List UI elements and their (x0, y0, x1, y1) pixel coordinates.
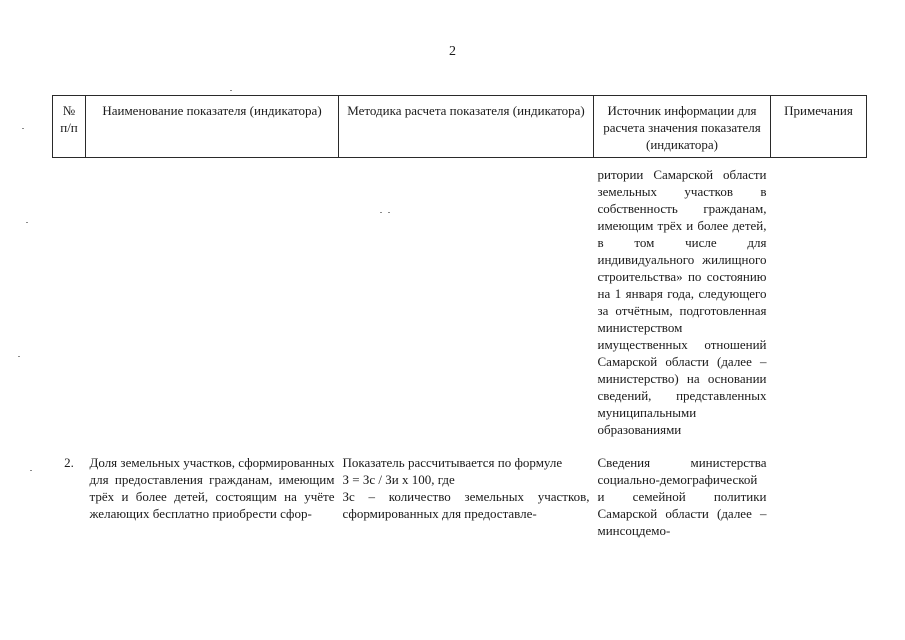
scan-speck (18, 356, 20, 357)
header-number: № п/п (53, 96, 86, 158)
row-indicator-name: Доля земельных участков, сформированных для предоставления гражданам, имеющим трёх и более детей, состоящим на учёте желающих бесплатно приобрести сфор- (89, 455, 335, 521)
scan-speck (26, 222, 28, 223)
header-calculation-method: Методика расчета показателя (индикатора) (339, 96, 594, 158)
row-number: 2. (64, 455, 74, 470)
indicators-table (52, 95, 867, 539)
row-calculation-method (339, 454, 594, 539)
header-indicator-name: Наименование показателя (индикатора) (86, 96, 339, 158)
row-information-source: Сведения министерства социально-демографической и семейной политики Самарской области (далее – минсоцдемо- (597, 455, 767, 538)
header-notes: Примечания (771, 96, 867, 158)
method-intro: Показатель рассчитывается по формуле (342, 455, 563, 470)
scan-speck (230, 90, 232, 91)
scan-speck (30, 470, 32, 471)
method-formula: З = Зс / Зи х 100, где (342, 472, 455, 487)
table-row-continuation (53, 158, 867, 455)
cell-continuation-number (53, 158, 86, 455)
header-information-source: Источник информации для расчета значения показателя (индикатора) (594, 96, 771, 158)
scan-speck (22, 128, 24, 129)
table-row (53, 454, 867, 539)
cell-continuation-name (86, 158, 339, 455)
table-header-row (53, 96, 867, 158)
cell-continuation-method (339, 158, 594, 455)
row-notes (771, 454, 867, 539)
cell-continuation-notes (771, 158, 867, 455)
method-definition: Зс – количество земельных участков, сформированных для предоставле- (342, 489, 590, 521)
page-number: 2 (449, 44, 456, 59)
cell-continuation-source: ритории Самарской области земельных участков в собственность гражданам, имеющим трёх и более детей, в том числе для индивидуального жилищного строительства» по состоянию на 1 января года, следующего за отчётным, подготовленная министерством имущественных отношений Самарской области (далее – министерство) на основании сведений, представленных муниципальными образованиями (597, 167, 767, 437)
scan-speck (388, 212, 390, 213)
scan-speck (380, 212, 382, 213)
